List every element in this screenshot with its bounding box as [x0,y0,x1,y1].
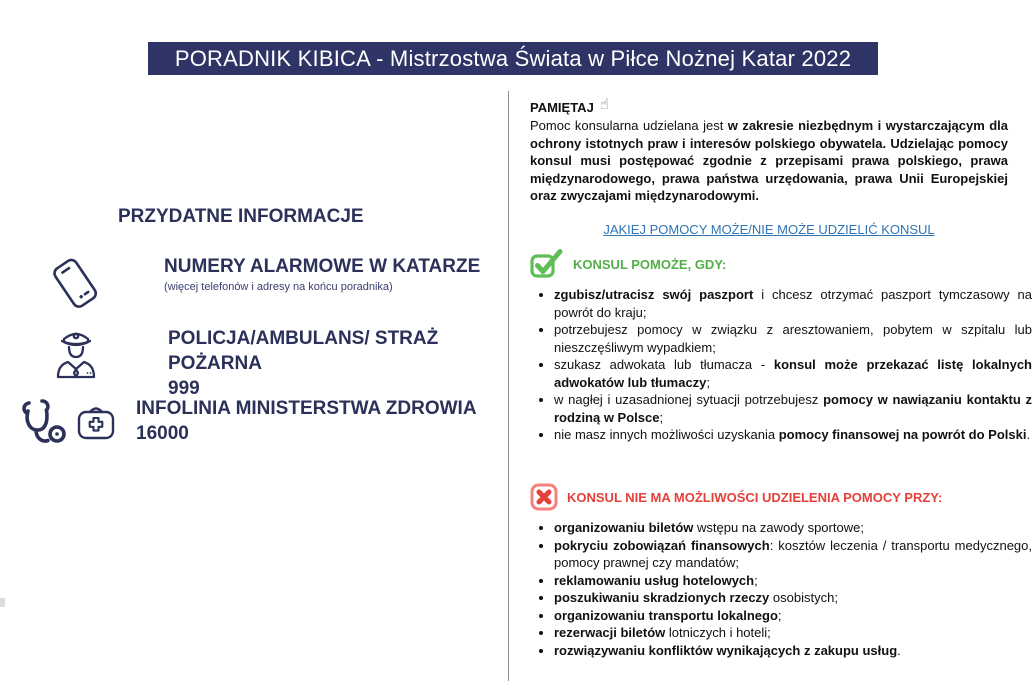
emergency-number: 999 [168,378,200,399]
consul-cannot-header [530,483,1008,511]
column-divider [508,91,509,681]
consul-help-link[interactable]: JAKIEJ POMOCY MOŻE/NIE MOŻE UDZIELIĆ KONSUL [603,222,935,237]
list-item: • zgubisz/utracisz swój paszport i chcesz otrzymać paszport tymczasowy na powrót do kraju; [554,286,1032,321]
info-title: INFOLINIA MINISTERSTWA ZDROWIA [136,398,477,419]
info-title: NUMERY ALARMOWE W KATARZE [164,256,481,277]
stethoscope-icon [18,396,72,455]
title-bar [148,42,878,75]
green-check-icon [530,249,564,279]
police-officer-icon [0,326,168,382]
info-title: POLICJA/AMBULANS/ STRAŻ POŻARNA [168,328,439,374]
list-item: • pokryciu zobowiązań finansowych: kosztów leczenia / transportu medycznego, pomocy prawnej czy mandatów; [554,537,1032,572]
hotline-number: 16000 [136,423,189,444]
list-item: • rozwiązywaniu konfliktów wynikających z zakupu usług. [554,642,1032,660]
consul-can-list [530,286,1032,444]
pointing-hand-icon: ☝ [599,95,609,113]
intro-paragraph: Pomoc konsularna udzielana jest w zakresie niezbędnym i wystarczającym dla ochrony istotnych praw i interesów polskiego obywatela. Udzielając pomocy konsul musi postępować zgodnie z przepisami prawa polskiego, prawa międzynarodowego, prawa państwa urzędowania, prawa Unii Europejskiej oraz zwyczajami międzynarodowymi. [530,118,1008,204]
info-item-emergency-numbers [0,254,490,314]
list-item: • w nagłej i uzasadnionej sytuacji potrzebujesz pomocy w nawiązaniu kontaktu z rodziną w Polsce; [554,391,1032,426]
phone-icon [0,254,164,314]
remember-header [530,95,1008,116]
list-item: • reklamowaniu usług hotelowych; [554,572,1032,590]
link-row [530,221,1008,239]
red-x-icon [530,483,558,511]
list-item: • szukasz adwokata lub tłumacza - konsul może przekazać listę lokalnych adwokatów lub tłumaczy; [554,356,1032,391]
first-aid-kit-icon [76,396,116,451]
info-item-police-ambulance-fire [0,326,490,401]
consul-cannot-list [530,519,1032,659]
list-item: • potrzebujesz pomocy w związku z aresztowaniem, pobytem w szpitalu lub nieszczęśliwym wypadkiem; [554,321,1032,356]
scan-artifact [0,598,5,607]
info-item-health-hotline [0,396,490,455]
left-heading: PRZYDATNE INFORMACJE [118,205,364,227]
list-item: • nie masz innych możliwości uzyskania pomocy finansowej na powrót do Polski. [554,426,1032,444]
consul-can-heading: KONSUL POMOŻE, GDY: [573,256,727,272]
remember-label: PAMIĘTAJ [530,99,594,115]
list-item: • organizowaniu transportu lokalnego; [554,607,1032,625]
info-subtitle: (więcej telefonów i adresy na końcu poradnika) [164,281,393,293]
page-title: PORADNIK KIBICA - Mistrzostwa Świata w Piłce Nożnej Katar 2022 [174,45,852,71]
consul-can-header [530,249,1008,279]
list-item: • rezerwacji biletów lotniczych i hoteli; [554,624,1032,642]
list-item: • organizowaniu biletów wstępu na zawody sportowe; [554,519,1032,537]
consul-cannot-heading: KONSUL NIE MA MOŻLIWOŚCI UDZIELENIA POMOCY PRZY: [567,489,943,505]
list-item: • poszukiwaniu skradzionych rzeczy osobistych; [554,589,1032,607]
